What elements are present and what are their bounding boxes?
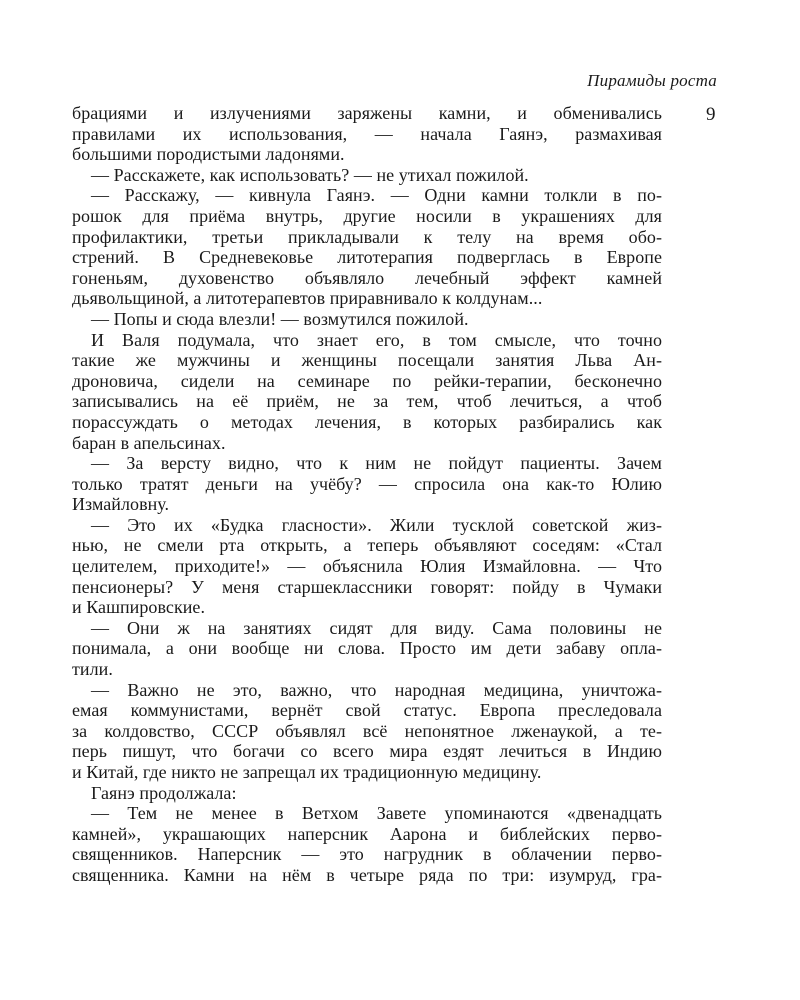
text-line: емая коммунистами, вернёт свой статус. Европа преследовала [72, 700, 662, 721]
text-line: — Это их «Будка гласности». Жили тусклой советской жиз- [91, 514, 662, 535]
text-line: большими породистыми ладонями. [72, 144, 345, 165]
page-number: 9 [706, 104, 716, 125]
text-line: и Китай, где никто не запрещал их традиционную медицину. [72, 762, 542, 782]
text-line: нью, не смели рта открыть, а теперь объявляют соседям: «Стал [72, 535, 662, 556]
text-line: священника. Камни на нём в четыре ряда по три: изумруд, гра- [72, 864, 662, 885]
text-line: пенсионеры? У меня старшеклассники говорят: пойду в Чумаки [72, 576, 662, 597]
text-line: брациями и излучениями заряжены камни, и обменивались [72, 103, 662, 123]
text-line: понимала, а они вообще ни слова. Просто им дети забаву опла- [72, 638, 662, 659]
body-text [72, 103, 662, 886]
text-line: целителем, приходите!» — объяснила Юлия Измайловна. — Что [72, 556, 662, 577]
text-line: такие же мужчины и женщины посещали занятия Льва Ан- [72, 350, 662, 371]
text-line: баран в апельсинах. [72, 432, 226, 453]
text-line: и Кашпировские. [72, 597, 206, 618]
text-line: перь пишут, что богачи со всего мира ездят лечиться в Индию [72, 741, 662, 762]
text-line: правилами их использования, — начала Гаянэ, размахивая [72, 123, 662, 144]
text-line: — Они ж на занятиях сидят для виду. Сама половины не [91, 617, 662, 638]
text-line: только тратят деньги на учёбу? — спросила она как-то Юлию [72, 473, 662, 494]
text-line: тили. [72, 659, 113, 680]
text-line: — Попы и сюда влезли! — возмутился пожилой. [91, 308, 469, 329]
text-line: И Валя подумала, что знает его, в том смысле, что точно [91, 329, 662, 350]
text-line: дроновича, сидели на семинаре по рейки-терапии, бесконечно [72, 370, 662, 391]
text-line: — Расскажете, как использовать? — не утихал пожилой. [91, 164, 529, 185]
text-line: священников. Наперсник — это нагрудник в облачении перво- [72, 844, 662, 865]
text-line: — Расскажу, — кивнула Гаянэ. — Одни камни толкли в по- [91, 185, 662, 206]
text-line: дьявольщиной, а литотерапевтов приравнивало к колдунам... [72, 288, 543, 309]
text-line: стрений. В Средневековье литотерапия подверглась в Европе [72, 247, 662, 268]
text-line: Измайловну. [72, 494, 170, 515]
text-line: камней», украшающих наперсник Аарона и библейских перво- [72, 823, 662, 844]
text-line: гоненьям, духовенство объявляло лечебный эффект камней [72, 267, 662, 288]
text-line: Гаянэ продолжала: [91, 782, 237, 803]
text-line: рошок для приёма внутрь, другие носили в украшениях для [72, 205, 662, 226]
text-line: — За версту видно, что к ним не пойдут пациенты. Зачем [91, 453, 662, 474]
running-title: Пирамиды роста [587, 71, 717, 90]
text-line: порассуждать о методах лечения, в которых разбирались как [72, 411, 662, 432]
text-line: — Тем не менее в Ветхом Завете упоминаются «двенадцать [91, 803, 662, 824]
text-line: за колдовство, СССР объявлял всё непонятное лженаукой, а те- [72, 720, 662, 741]
text-line: — Важно не это, важно, что народная медицина, уничтожа- [91, 679, 662, 700]
text-line: профилактики, третьи прикладывали к телу на время обо- [72, 226, 662, 247]
text-line: записывались на её приём, не за тем, чтоб лечиться, а чтоб [72, 391, 662, 412]
